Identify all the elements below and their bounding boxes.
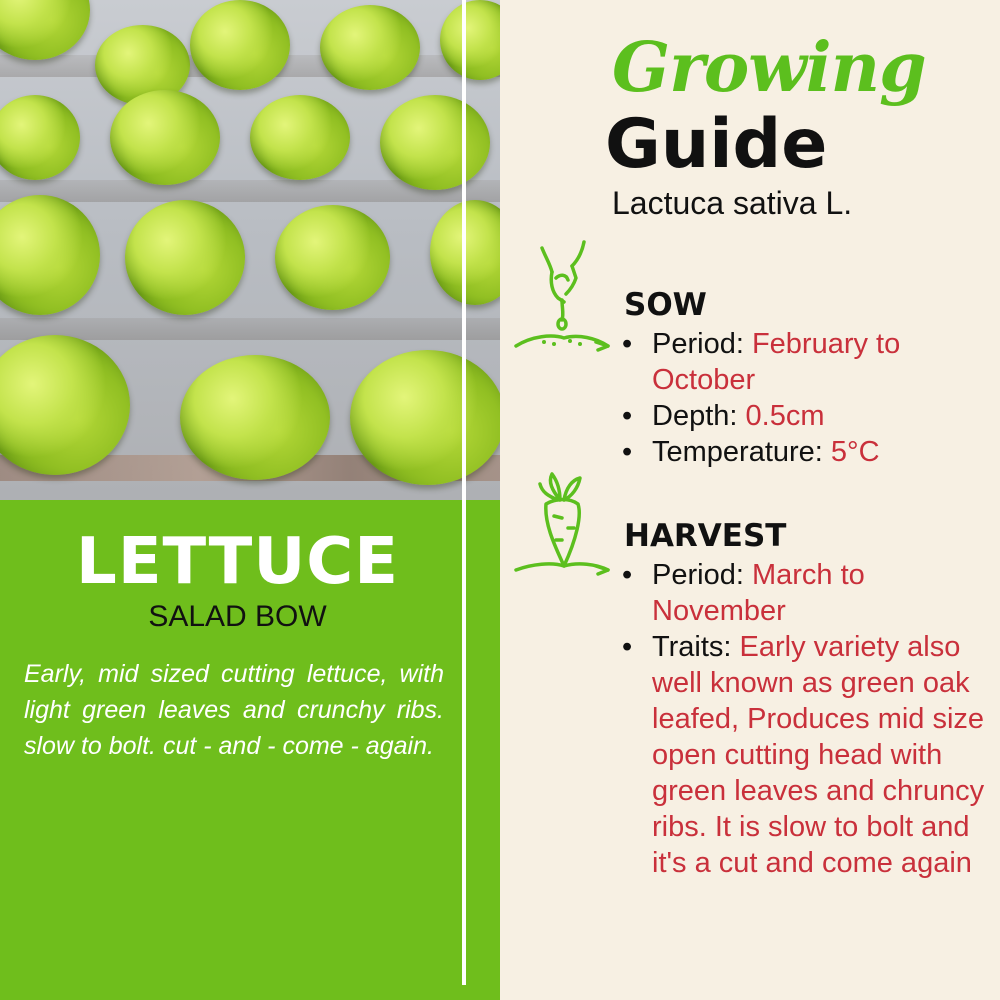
sow-period-value: February to October — [652, 328, 901, 396]
guide-heading: Guide — [605, 105, 828, 184]
hand-planting-seed-icon — [512, 238, 612, 358]
lettuce-head — [275, 205, 390, 310]
lettuce-head — [350, 350, 500, 485]
harvest-traits — [622, 629, 997, 881]
sow-period-label: Period: — [652, 328, 744, 360]
lettuce-head — [380, 95, 490, 190]
harvest-traits-value: Early variety also well known as green oak leafed, Produces mid size open cutting head with green leaves and chruncy ribs. It is slow to bolt and it's a cut and come again — [652, 631, 985, 879]
sow-temperature — [622, 434, 997, 470]
sow-period — [622, 326, 997, 398]
lettuce-head — [110, 90, 220, 185]
lettuce-head — [320, 5, 420, 90]
harvest-period-label: Period: — [652, 559, 744, 591]
latin-name: Lactuca sativa L. — [612, 185, 853, 221]
carrot-icon — [512, 470, 612, 582]
lettuce-head — [0, 95, 80, 180]
lettuce-field-photo — [0, 0, 500, 500]
lettuce-head — [250, 95, 350, 180]
lettuce-head — [0, 195, 100, 315]
sow-heading: SOW — [624, 287, 707, 323]
variety-description: Early, mid sized cutting lettuce, with light green leaves and crunchy ribs. slow to bolt. cut - and - come - again. — [24, 660, 444, 760]
lettuce-head — [0, 0, 90, 60]
harvest-list — [622, 557, 997, 881]
sow-temperature-label: Temperature: — [652, 436, 823, 468]
lettuce-head — [0, 335, 130, 475]
variety-subtitle: SALAD BOW — [148, 600, 327, 633]
variety-name: LETTUCE — [76, 525, 399, 599]
column-divider — [462, 0, 466, 985]
sow-depth — [622, 398, 997, 434]
harvest-period-value: March to November — [652, 559, 865, 627]
sow-depth-label: Depth: — [652, 400, 738, 432]
lettuce-head — [190, 0, 290, 90]
harvest-heading: HARVEST — [624, 518, 787, 554]
sow-depth-value: 0.5cm — [745, 400, 825, 432]
harvest-traits-label: Traits: — [652, 631, 732, 663]
harvest-period — [622, 557, 997, 629]
lettuce-head — [125, 200, 245, 315]
guide-heading-script: Growing — [612, 28, 926, 108]
sow-temperature-value: 5°C — [830, 436, 880, 468]
lettuce-head — [180, 355, 330, 480]
sow-list — [622, 326, 997, 470]
